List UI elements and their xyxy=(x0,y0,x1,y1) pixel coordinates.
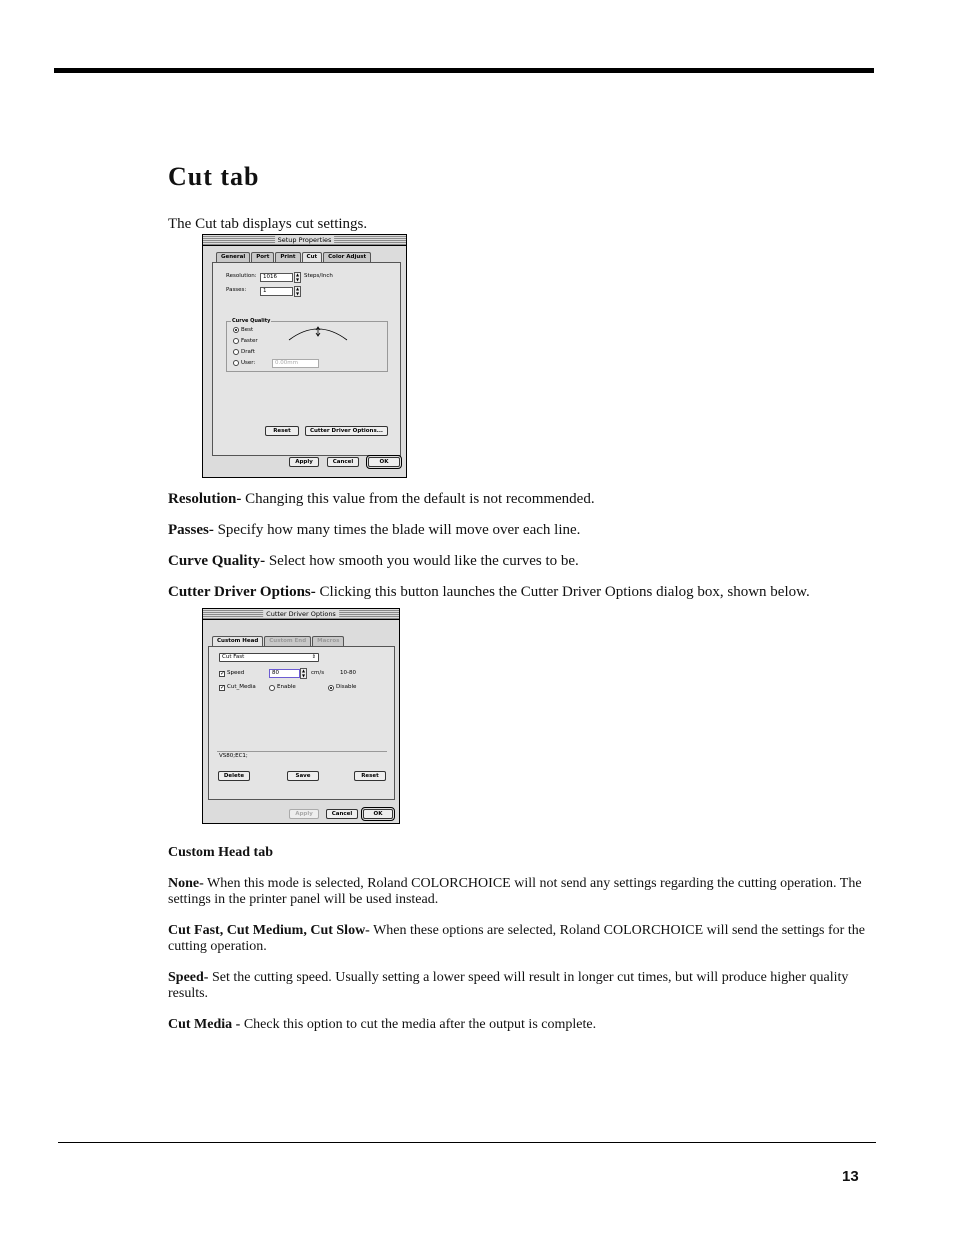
command-string: VS80;EC1; xyxy=(219,753,248,759)
radio-best-label: Best xyxy=(241,327,254,333)
dialog-titlebar xyxy=(203,235,406,246)
tab-custom-end[interactable]: Custom End xyxy=(264,636,311,646)
passes-field[interactable]: 1 xyxy=(260,287,293,296)
desc-text: Specify how many times the blade will move over each line. xyxy=(213,522,581,538)
user-value-field[interactable]: 0.00mm xyxy=(272,359,319,368)
body-text: Check this option to cut the media after the output is complete. xyxy=(240,1017,597,1032)
cut-media-label: Cut_Media xyxy=(227,684,256,690)
popup-value: Cut Fast xyxy=(222,654,245,660)
dialog-titlebar xyxy=(203,609,399,620)
intro-text: The Cut tab displays cut settings. xyxy=(168,216,368,232)
desc-resolution xyxy=(168,491,873,507)
resolution-label: Resolution: xyxy=(226,273,257,279)
cancel-button[interactable]: Cancel xyxy=(327,457,359,467)
body-speed xyxy=(168,970,873,1002)
resolution-stepper[interactable]: ▲ ▼ xyxy=(295,272,300,282)
setup-properties-dialog xyxy=(202,234,407,478)
desc-text: Changing this value from the default is not recommended. xyxy=(241,491,595,507)
cut-mode-popup[interactable] xyxy=(219,653,319,662)
body-term: None- xyxy=(168,876,204,891)
tab-color-adjust[interactable]: Color Adjust xyxy=(323,252,371,262)
cancel-button[interactable]: Cancel xyxy=(326,809,358,819)
subheading: Custom Head tab xyxy=(168,845,274,860)
desc-passes xyxy=(168,522,873,538)
body-text: Set the cutting speed. Usually setting a lower speed will result in longer cut times, but will produce higher quality results. xyxy=(168,970,849,1001)
dialog-title: Cutter Driver Options xyxy=(263,610,339,618)
speed-field[interactable]: 80 xyxy=(269,669,300,678)
resolution-field[interactable]: 1016 xyxy=(260,273,293,282)
speed-checkbox[interactable]: ✓ xyxy=(220,670,226,677)
radio-user-label: User: xyxy=(241,360,256,366)
desc-text: Select how smooth you would like the curves to be. xyxy=(265,553,579,569)
apply-button[interactable]: Apply xyxy=(289,457,319,467)
page-title: Cut tab xyxy=(168,162,260,191)
speed-unit: cm/s xyxy=(311,670,325,676)
separator xyxy=(217,751,387,752)
tab-port[interactable]: Port xyxy=(251,252,274,262)
tab-general[interactable]: General xyxy=(216,252,250,262)
body-text: When this mode is selected, Roland COLORCHOICE will not send any settings regarding the cutting operation. The settings in the printer panel will be used instead. xyxy=(168,876,862,907)
radio-disable[interactable] xyxy=(328,685,334,691)
speed-range: 10-80 xyxy=(340,670,356,676)
cutter-driver-options-dialog xyxy=(202,608,400,824)
body-term: Cut Media - xyxy=(168,1017,241,1032)
radio-draft-label: Draft xyxy=(241,349,255,355)
save-button[interactable]: Save xyxy=(287,771,319,781)
reset-button[interactable]: Reset xyxy=(265,426,299,436)
top-rule xyxy=(54,68,874,73)
body-text: When these options are selected, Roland COLORCHOICE will send the settings for the cutting operation. xyxy=(168,923,865,954)
custom-head-panel xyxy=(208,646,395,800)
body-cut-speeds xyxy=(168,923,873,955)
page-number: 13 xyxy=(842,1168,859,1185)
delete-button[interactable]: Delete xyxy=(218,771,250,781)
tab-custom-head[interactable]: Custom Head xyxy=(212,636,263,647)
resolution-unit: Steps/Inch xyxy=(304,273,333,279)
cut-media-checkbox[interactable]: ✓ xyxy=(220,684,226,691)
body-cut-media xyxy=(168,1017,873,1033)
body-term: Speed- xyxy=(168,970,209,985)
passes-stepper[interactable]: ▲ ▼ xyxy=(295,286,300,296)
radio-user[interactable] xyxy=(233,360,239,366)
desc-term: Cutter Driver Options- xyxy=(168,584,316,600)
speed-stepper[interactable]: ▲ ▼ xyxy=(301,668,306,678)
radio-disable-label: Disable xyxy=(336,684,357,690)
radio-enable-label: Enable xyxy=(277,684,296,690)
bottom-rule xyxy=(58,1142,876,1143)
desc-cutter-driver-options xyxy=(168,584,873,600)
desc-term: Resolution- xyxy=(168,491,242,507)
desc-text: Clicking this button launches the Cutter Driver Options dialog box, shown below. xyxy=(315,584,810,600)
reset-button[interactable]: Reset xyxy=(354,771,386,781)
dialog-title: Setup Properties xyxy=(275,236,335,244)
radio-faster-label: Faster xyxy=(241,338,258,344)
radio-best[interactable] xyxy=(233,327,239,333)
radio-enable[interactable] xyxy=(269,685,275,691)
desc-term: Passes- xyxy=(168,522,214,538)
desc-term: Curve Quality- xyxy=(168,553,266,569)
tab-cut[interactable]: Cut xyxy=(302,252,323,263)
apply-button[interactable]: Apply xyxy=(289,809,319,819)
ok-button[interactable]: OK xyxy=(368,457,400,467)
speed-label: Speed xyxy=(227,670,245,676)
curve-quality-group xyxy=(226,318,388,372)
tab-macros[interactable]: Macros xyxy=(312,636,344,646)
passes-label: Passes: xyxy=(226,287,247,293)
radio-draft[interactable] xyxy=(233,349,239,355)
curve-arc-icon xyxy=(287,322,349,342)
tab-print[interactable]: Print xyxy=(275,252,300,262)
desc-curve-quality xyxy=(168,553,873,569)
body-term: Cut Fast, Cut Medium, Cut Slow- xyxy=(168,923,370,938)
popup-arrow-icon: ⇕ xyxy=(311,654,316,660)
ok-button[interactable]: OK xyxy=(363,809,393,819)
cutter-driver-options-button[interactable]: Cutter Driver Options... xyxy=(305,426,388,436)
body-none xyxy=(168,876,873,908)
radio-faster[interactable] xyxy=(233,338,239,344)
cut-tab-panel xyxy=(212,262,401,456)
curve-quality-title: Curve Quality xyxy=(232,318,271,324)
